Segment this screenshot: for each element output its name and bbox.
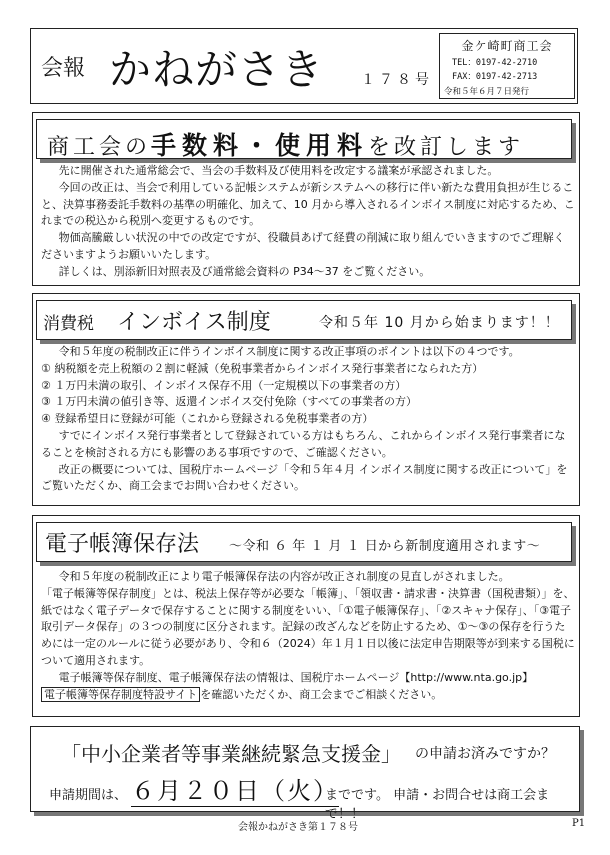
list-item: ④ 登録希望日に登録が可能（これから登録される免税事業者の方）: [41, 412, 374, 426]
paragraph: 改正の概要については、国税庁ホームページ「令和５年４月 インボイス制度に関する改正について」をご覧いただくか、商工会までお問い合わせください。: [41, 462, 568, 493]
page-number: P1: [572, 818, 586, 829]
publisher-fax: FAX：0197-42-2713: [452, 72, 538, 82]
section-invoice-heading: [36, 300, 572, 340]
section-e-bookkeeping-title: 電子帳簿保存法: [45, 532, 200, 557]
paragraph: [41, 687, 575, 704]
paragraph: 令和５年度の税制改正により電子帳簿保存法の内容が改正され制度の見直しがされました。: [58, 570, 510, 583]
section-e-bookkeeping: [32, 515, 580, 717]
section-fee-revision: [32, 112, 580, 286]
list-item: ③ １万円未満の値引き等、返還インボイス交付免除（すべての事業者の方）: [41, 395, 418, 409]
section-invoice-title-a: 消費税: [43, 314, 94, 334]
section-e-bookkeeping-heading: [36, 522, 572, 562]
application-deadline: ６月２０日（火）: [131, 771, 339, 807]
section-e-bookkeeping-body: [41, 569, 575, 703]
application-period-end: までです。 申請・お問合せは商工会まで！！: [325, 788, 550, 822]
section-fee-revision-title: [47, 126, 524, 162]
paragraph: 詳しくは、別添新旧対照表及び通常総会資料の P34～37 をご覧ください。: [58, 264, 431, 278]
masthead-prefix: 会報: [41, 56, 86, 81]
publisher-info-box: [439, 33, 575, 99]
special-site-link[interactable]: 電子帳簿等保存制度特設サイト: [41, 687, 200, 702]
section-invoice-system: [32, 293, 580, 506]
paragraph: 今回の改正は、当会で利用している記帳システムが新システムへの移行に伴い新たな費用負担が生じること、決算事務委託手数料の基準の明確化、加えて、10 月から導入されるインボイス制度に対応するため、これまでの税込から税別へ変更するものです。: [41, 180, 575, 228]
section-fee-revision-heading: [36, 119, 572, 159]
list-item: ② １万円未満の取引、インボイス保存不用（一定規模以下の事業者の方）: [41, 378, 407, 392]
section-e-bookkeeping-subtitle: ～令和 ６ 年 １ 月 １ 日から新制度適用されます～: [229, 539, 541, 554]
paragraph: すでにインボイス発行事業者として登録されている方はもちろん、これからインボイス発行事業者になることを検討される方にも影響のある事項ですので、ご確認ください。: [41, 428, 566, 459]
paragraph: 電子帳簿等保存制度、電子帳簿保存法の情報は、国税庁ホームページ【http://www.nta.go.jp】: [58, 670, 534, 684]
title-post: を改訂します: [368, 135, 525, 160]
publisher-tel: TEL：0197-42-2710: [452, 58, 538, 68]
paragraph: 物価高騰厳しい状況の中での改定ですが、役職員あげて経費の削減に取り組んでいきますのでご理解くださいますようお願いいたします。: [41, 231, 565, 261]
masthead: [30, 28, 578, 104]
list-item: ① 納税額を売上税額の２割に軽減（免税事業者からインボイス発行事業者になられた方）: [41, 361, 484, 375]
section-invoice-body: [41, 344, 575, 495]
paragraph: 令和５年度の税制改正に伴うインボイス制度に関する改正事項のポイントは以下の４つです。: [58, 345, 520, 358]
footer-issue: 会報かねがさき第１７８号: [238, 822, 358, 833]
title-emphasis: 手数料・使用料: [151, 131, 369, 160]
section-invoice-subtitle: 令和５年 10 月から始まります！！: [319, 315, 560, 331]
support-grant-title: 「中小企業者等事業継続緊急支援金」: [61, 742, 401, 766]
paragraph: 先に開催された通常総会で、当会の手数料及び使用料を改定する議案が承認されました。: [58, 164, 499, 177]
section-fee-revision-body: [41, 163, 575, 281]
newsletter-title: かねがさき: [109, 45, 325, 94]
application-period-label: 申請期間は、: [49, 788, 128, 803]
section-support-grant: [30, 726, 580, 822]
paragraph: 「電子帳簿等保存制度」とは、税法上保存等が必要な「帳簿」、「領収書・請求書・決算書（国税書類）」を、紙ではなく電子データで保存することに関する制度をいい、「①電子帳簿保存」、「②スキャナ保存」、「③電子取引データ保存」の３つの制度に区分されます。記録の改ざんなどを防止するため、①～③の保存を行うためには一定のルールに従う必要があり、令和６（2024）年１月１日以後に法定申告期限等が到来する国税について適用されます。: [41, 586, 575, 667]
paragraph-end: を確認いただくか、商工会までご相談ください。: [200, 687, 443, 701]
section-invoice-title-b: インボイス制度: [117, 310, 271, 335]
title-pre: 商工会の: [47, 135, 152, 160]
publish-date: 令和５年６月７日発行: [444, 87, 530, 97]
support-grant-title-suffix: の申請お済みですか？: [415, 746, 555, 762]
publisher-name: 金ケ崎町商工会: [461, 39, 553, 53]
issue-number: １７８号: [361, 72, 433, 88]
